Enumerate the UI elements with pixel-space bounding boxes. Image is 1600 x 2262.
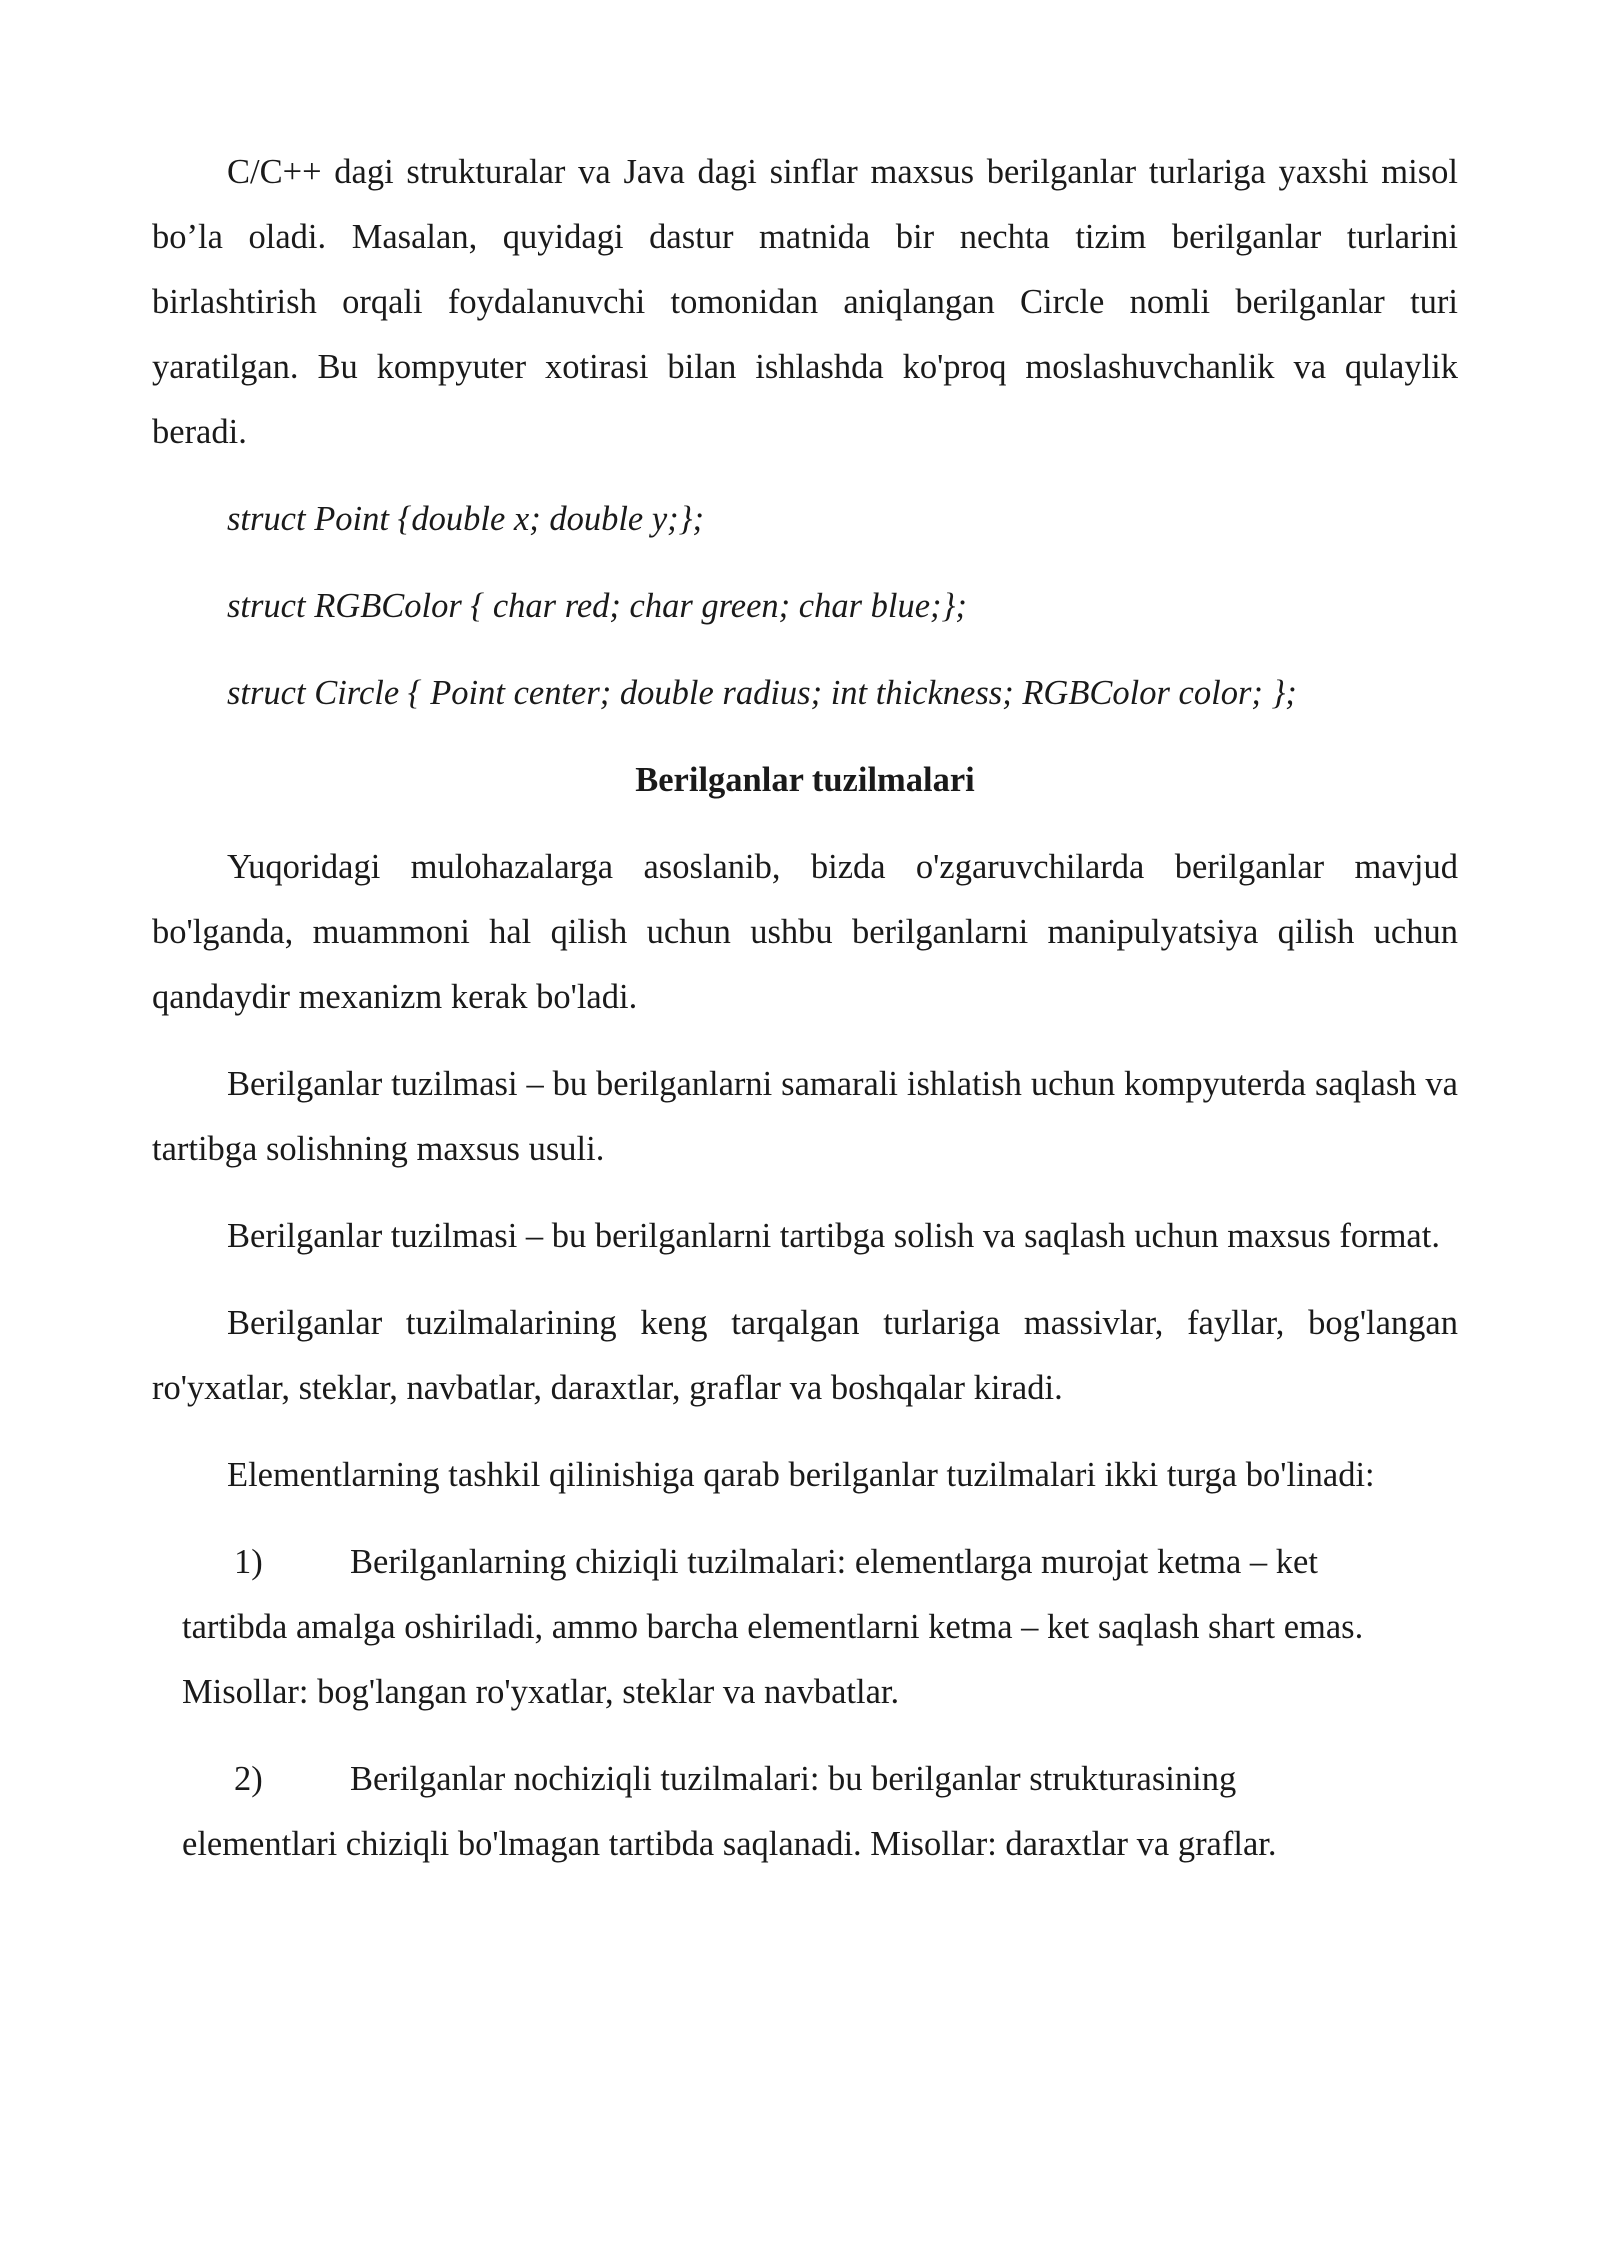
paragraph-definition-1: Berilganlar tuzilmasi – bu berilganlarni samarali ishlatish uchun kompyuterda saqlash va tartibga solishning maxsus usuli. xyxy=(152,1065,1458,1168)
code-line-circle: struct Circle { Point center; double radius; int thickness; RGBColor color; }; xyxy=(227,674,1297,712)
list-item-nonlinear xyxy=(182,1747,1422,1877)
paragraph-definition-2: Berilganlar tuzilmasi – bu berilganlarni tartibga solish va saqlash uchun maxsus format. xyxy=(227,1217,1440,1255)
list-item-first-line: Berilganlar nochiziqli tuzilmalari: bu berilganlar strukturasining xyxy=(350,1760,1237,1798)
code-line-point: struct Point {double x; double y;}; xyxy=(227,500,704,538)
list-item-linear xyxy=(182,1530,1422,1725)
list-item-continuation: tartibda amalga oshiriladi, ammo barcha elementlarni ketma – ket saqlash shart emas. Misollar: bog'langan ro'yxatlar, steklar va navbatlar. xyxy=(182,1608,1364,1711)
list-item-continuation: elementlari chiziqli bo'lmagan tartibda saqlanadi. Misollar: daraxtlar va graflar. xyxy=(182,1825,1277,1863)
paragraph-classification: Elementlarning tashkil qilinishiga qarab berilganlar tuzilmalari ikki turga bo'linadi: xyxy=(227,1456,1375,1494)
list-item-first-line: Berilganlarning chiziqli tuzilmalari: elementlarga murojat ketma – ket xyxy=(350,1543,1318,1581)
code-line-rgbcolor: struct RGBColor { char red; char green; char blue;}; xyxy=(227,587,967,625)
document-page xyxy=(152,140,1458,1899)
paragraph-types: Berilganlar tuzilmalarining keng tarqalgan turlariga massivlar, fayllar, bog'langan ro'yxatlar, steklar, navbatlar, daraxtlar, graflar va boshqalar kiradi. xyxy=(152,1304,1458,1407)
section-heading: Berilganlar tuzilmalari xyxy=(635,761,975,799)
paragraph-mechanism: Yuqoridagi mulohazalarga asoslanib, bizda o'zgaruvchilarda berilganlar mavjud bo'lganda, muammoni hal qilish uchun ushbu berilganlarni manipulyatsiya qilish uchun qandaydir mexanizm kerak bo'ladi. xyxy=(152,848,1458,1016)
list-number: 1) xyxy=(234,1543,263,1581)
list-number: 2) xyxy=(234,1760,263,1798)
intro-paragraph: C/C++ dagi strukturalar va Java dagi sinflar maxsus berilganlar turlariga yaxshi misol bo’la oladi. Masalan, quyidagi dastur matnida bir nechta tizim berilganlar turlarini birlashtirish orqali foydalanuvchi tomonidan aniqlangan Circle nomli berilganlar turi yaratilgan. Bu kompyuter xotirasi bilan ishlashda ko'proq moslashuvchanlik va qulaylik beradi. xyxy=(152,153,1458,451)
